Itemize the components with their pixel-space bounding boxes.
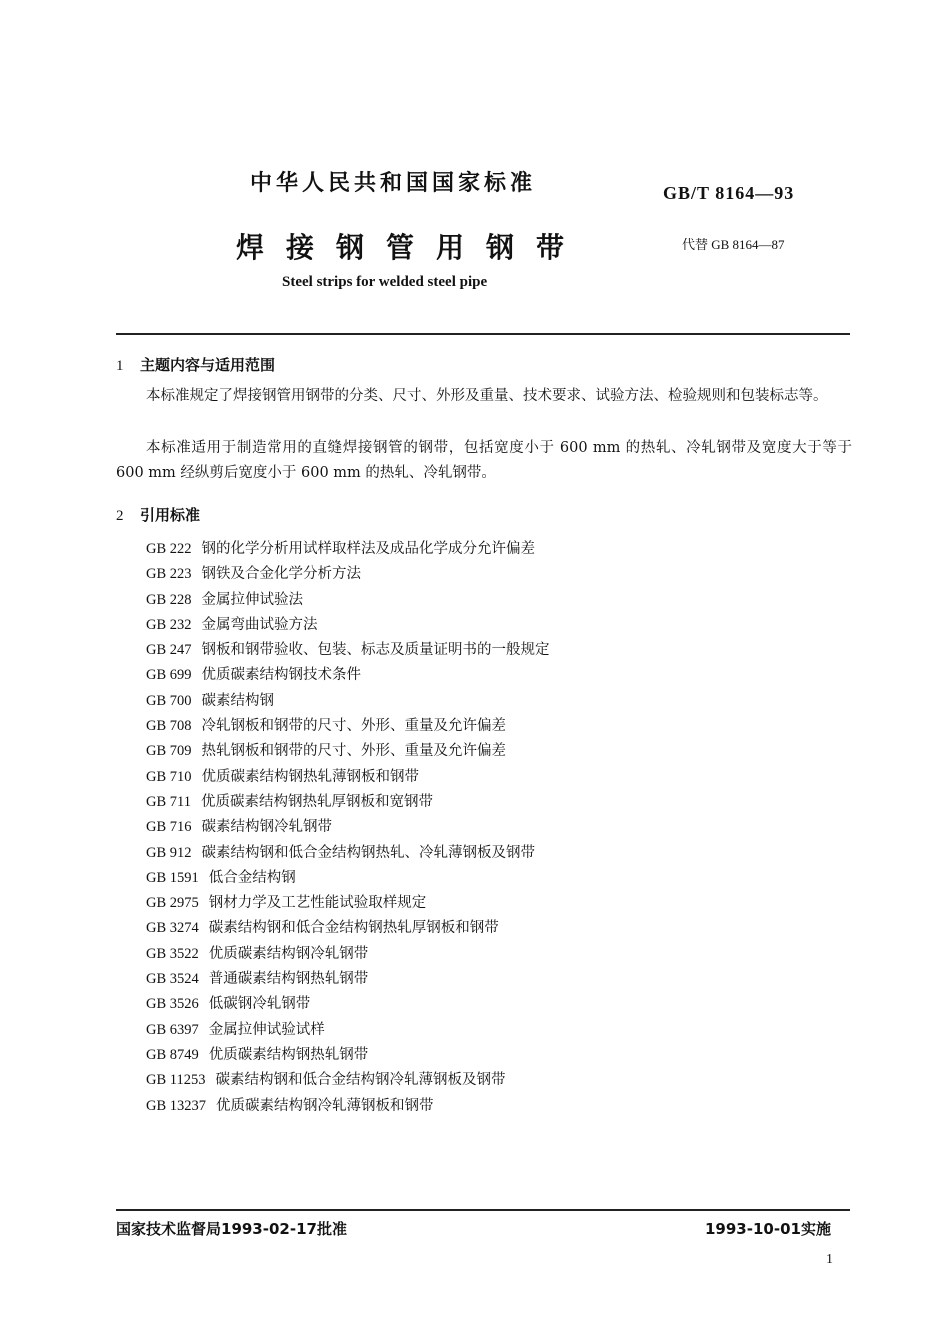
- reference-item: [146, 992, 550, 1017]
- paragraph: 本标准适用于制造常用的直缝焊接钢管的钢带，包括宽度小于 600 mm 的热轧、冷轧钢带及宽度大于等于 600 mm 经纵剪后宽度小于 600 mm 的热轧、冷轧钢带。: [116, 440, 852, 481]
- reference-item: [146, 1094, 550, 1119]
- reference-code: GB 247: [146, 642, 192, 659]
- reference-item: [146, 714, 550, 739]
- reference-code: GB 716: [146, 819, 192, 836]
- reference-code: GB 3522: [146, 945, 199, 962]
- reference-code: GB 1591: [146, 869, 199, 886]
- reference-code: GB 2975: [146, 895, 199, 912]
- reference-item: [146, 866, 550, 891]
- reference-code: GB 709: [146, 743, 192, 760]
- reference-title: 钢板和钢带验收、包装、标志及质量证明书的一般规定: [201, 642, 550, 659]
- page-number: 1: [826, 1252, 833, 1267]
- footer-divider: [116, 1209, 850, 1211]
- reference-code: GB 228: [146, 591, 192, 608]
- reference-code: GB 3526: [146, 996, 199, 1013]
- reference-code: GB 222: [146, 541, 192, 557]
- header-divider: [116, 333, 850, 335]
- reference-item: [146, 967, 550, 992]
- reference-code: GB 232: [146, 616, 192, 633]
- reference-title: 碳素结构钢冷轧钢带: [201, 819, 333, 836]
- reference-code: GB 223: [146, 566, 192, 583]
- reference-code: GB 699: [146, 667, 192, 684]
- reference-code: GB 708: [146, 718, 192, 735]
- reference-title: 优质碳素结构钢冷轧钢带: [208, 945, 369, 962]
- reference-item: [146, 765, 550, 790]
- reference-title: 金属拉伸试验法: [201, 591, 304, 608]
- national-standard-title: 中华人民共和国国家标准: [250, 171, 537, 196]
- reference-title: 碳素结构钢和低合金结构钢热轧、冷轧薄钢板及钢带: [201, 844, 536, 861]
- reference-code: GB 700: [146, 692, 192, 709]
- standard-number: GB/T 8164—93: [663, 183, 795, 203]
- reference-item: [146, 562, 550, 587]
- approval-date: 国家技术监督局1993-02-17批准: [116, 1220, 347, 1238]
- reference-item: [146, 689, 550, 714]
- reference-item: [146, 613, 550, 638]
- reference-item: [146, 916, 550, 941]
- replaces-standard: 代替 GB 8164—87: [682, 237, 785, 252]
- section-title: 引用标准: [140, 506, 201, 524]
- reference-title: 碳素结构钢和低合金结构钢热轧厚钢板和钢带: [208, 920, 499, 937]
- reference-code: GB 912: [146, 844, 192, 861]
- reference-code: GB 8749: [146, 1046, 199, 1063]
- reference-code: GB 11253: [146, 1072, 206, 1089]
- reference-item: [146, 1068, 550, 1093]
- reference-title: 冷轧钢板和钢带的尺寸、外形、重量及允许偏差: [201, 718, 507, 735]
- reference-item: [146, 638, 550, 663]
- english-title: Steel strips for welded steel pipe: [282, 274, 488, 290]
- reference-code: GB 6397: [146, 1021, 199, 1038]
- section-title: 主题内容与适用范围: [140, 356, 276, 374]
- reference-item: [146, 537, 550, 562]
- reference-title: 优质碳素结构钢技术条件: [201, 667, 362, 684]
- reference-title: 优质碳素结构钢热轧薄钢板和钢带: [201, 768, 420, 785]
- reference-code: GB 711: [146, 793, 191, 810]
- reference-title: 碳素结构钢和低合金结构钢冷轧薄钢板及钢带: [215, 1072, 506, 1089]
- reference-title: 优质碳素结构钢热轧厚钢板和宽钢带: [200, 793, 433, 810]
- paragraph: 本标准规定了焊接钢管用钢带的分类、尺寸、外形及重量、技术要求、试验方法、检验规则和包装标志等。: [146, 388, 828, 404]
- reference-item: [146, 841, 550, 866]
- reference-title: 钢材力学及工艺性能试验取样规定: [208, 895, 427, 912]
- reference-item: [146, 588, 550, 613]
- reference-title: 碳素结构钢: [201, 692, 275, 709]
- document-title: 焊接钢管用钢带: [236, 231, 587, 264]
- reference-title: 金属弯曲试验方法: [201, 616, 318, 633]
- reference-item: [146, 663, 550, 688]
- reference-item: [146, 790, 550, 815]
- reference-item: [146, 942, 550, 967]
- reference-item: [146, 739, 550, 764]
- reference-title: 热轧钢板和钢带的尺寸、外形、重量及允许偏差: [201, 743, 507, 760]
- reference-item: [146, 815, 550, 840]
- reference-title: 钢铁及合金化学分析方法: [201, 566, 362, 583]
- reference-code: GB 3274: [146, 920, 199, 937]
- implementation-date: 1993-10-01实施: [705, 1220, 831, 1238]
- reference-code: GB 13237: [146, 1097, 207, 1114]
- reference-title: 普通碳素结构钢热轧钢带: [208, 971, 369, 988]
- reference-list: [146, 537, 550, 1119]
- reference-item: [146, 1043, 550, 1068]
- reference-code: GB 710: [146, 768, 192, 785]
- reference-title: 低合金结构钢: [208, 869, 296, 886]
- section-heading-1: [116, 354, 275, 375]
- reference-title: 优质碳素结构钢热轧钢带: [208, 1046, 369, 1063]
- reference-title: 低碳钢冷轧钢带: [208, 996, 311, 1013]
- reference-title: 金属拉伸试验试样: [208, 1021, 325, 1038]
- reference-item: [146, 891, 550, 916]
- reference-title: 优质碳素结构钢冷轧薄钢板和钢带: [216, 1097, 434, 1114]
- reference-title: 钢的化学分析用试样取样法及成品化学成分允许偏差: [201, 541, 536, 557]
- section-number: 2: [116, 508, 124, 524]
- reference-item: [146, 1018, 550, 1043]
- reference-code: GB 3524: [146, 971, 199, 988]
- section-number: 1: [116, 358, 124, 374]
- section-heading-2: [116, 504, 200, 525]
